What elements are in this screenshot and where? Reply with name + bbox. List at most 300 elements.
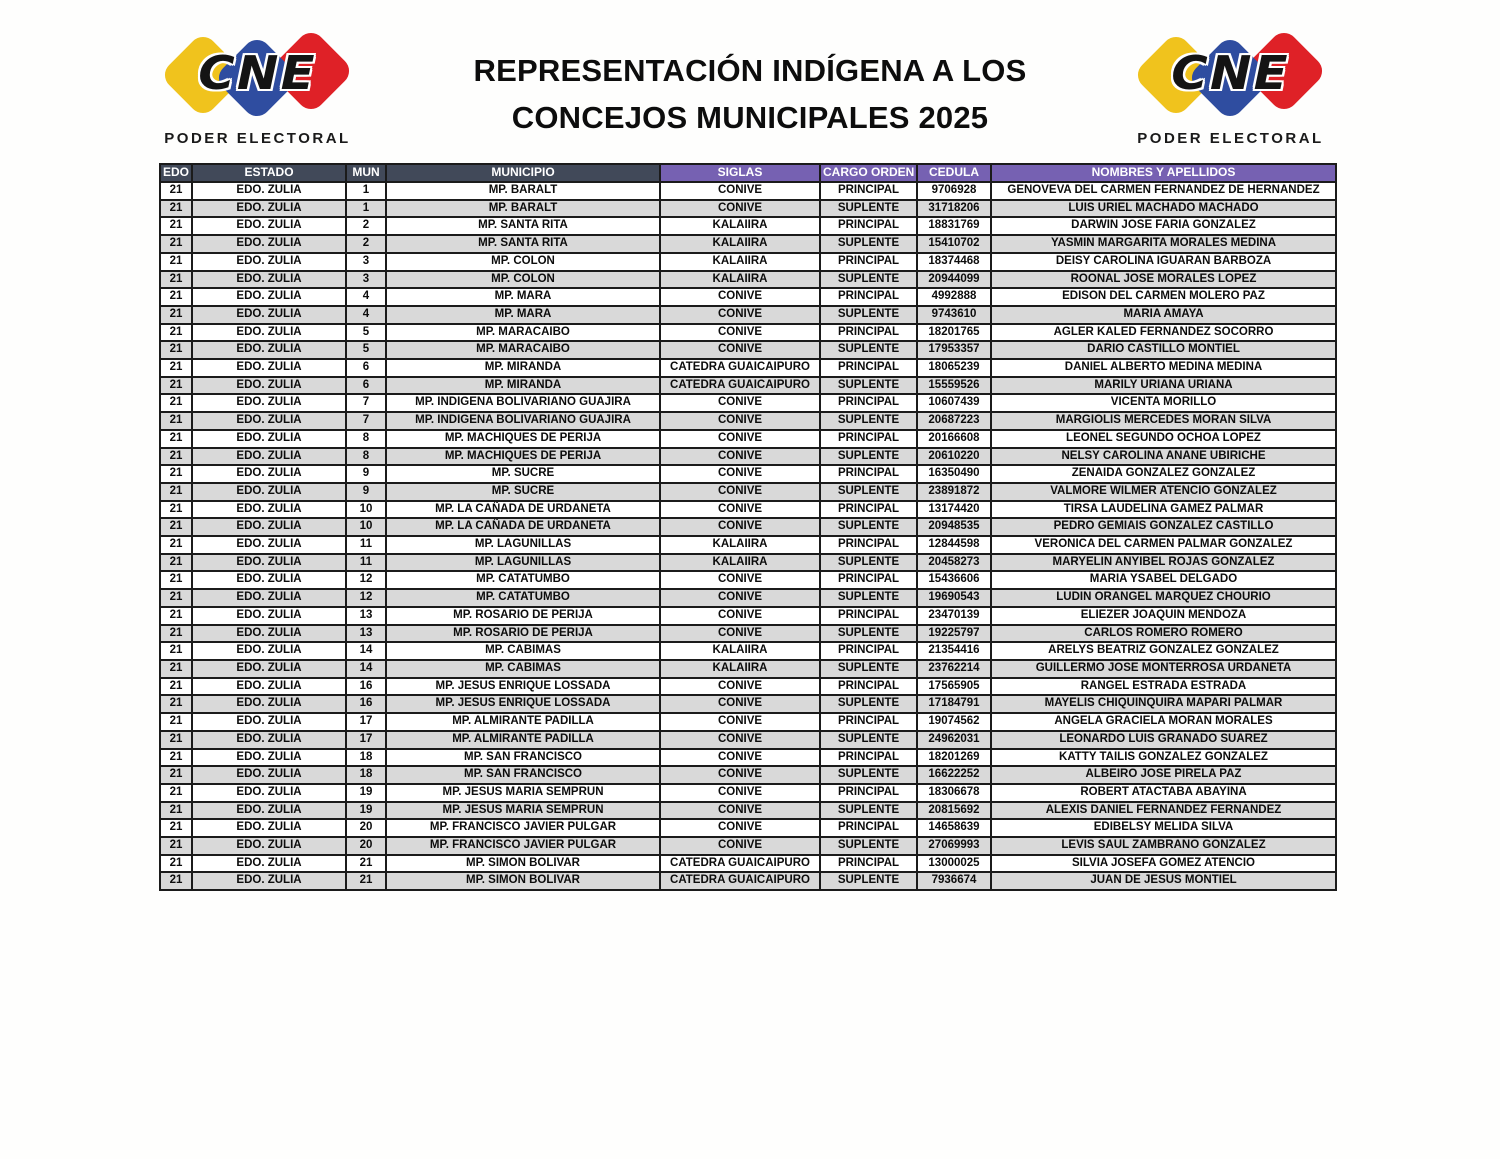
table-cell: 12844598 bbox=[917, 536, 991, 554]
table-row bbox=[160, 819, 1336, 837]
table-cell: 21 bbox=[160, 819, 192, 837]
table-cell: 9743610 bbox=[917, 306, 991, 324]
table-cell: EDO. ZULIA bbox=[192, 217, 346, 235]
table-row bbox=[160, 465, 1336, 483]
table-body bbox=[160, 182, 1336, 890]
table-cell: EDO. ZULIA bbox=[192, 448, 346, 466]
table-cell: SUPLENTE bbox=[820, 731, 917, 749]
table-cell: 21 bbox=[160, 660, 192, 678]
table-row bbox=[160, 837, 1336, 855]
table-cell: MP. MARACAIBO bbox=[386, 341, 660, 359]
table-cell: KALAIIRA bbox=[660, 217, 820, 235]
table-cell: 18201269 bbox=[917, 749, 991, 767]
table-cell: MP. SAN FRANCISCO bbox=[386, 766, 660, 784]
poder-electoral-label: PODER ELECTORAL bbox=[164, 130, 351, 147]
table-cell: EDO. ZULIA bbox=[192, 731, 346, 749]
table-cell: CONIVE bbox=[660, 625, 820, 643]
table-row bbox=[160, 253, 1336, 271]
table-cell: VERONICA DEL CARMEN PALMAR GONZALEZ bbox=[991, 536, 1336, 554]
table-row bbox=[160, 766, 1336, 784]
table-cell: SUPLENTE bbox=[820, 872, 917, 890]
table-cell: 27069993 bbox=[917, 837, 991, 855]
table-cell: PRINCIPAL bbox=[820, 642, 917, 660]
table-cell: 21 bbox=[160, 200, 192, 218]
table-cell: ELIEZER JOAQUIN MENDOZA bbox=[991, 607, 1336, 625]
table-row bbox=[160, 518, 1336, 536]
table-cell: SUPLENTE bbox=[820, 200, 917, 218]
table-cell: 21 bbox=[160, 749, 192, 767]
column-header-nombres-y-apellidos: NOMBRES Y APELLIDOS bbox=[991, 164, 1336, 182]
table-cell: 13 bbox=[346, 625, 386, 643]
table-cell: PRINCIPAL bbox=[820, 784, 917, 802]
table-cell: MP. JESUS ENRIQUE LOSSADA bbox=[386, 678, 660, 696]
table-cell: 15436606 bbox=[917, 571, 991, 589]
table-cell: CATEDRA GUAICAIPURO bbox=[660, 872, 820, 890]
table-cell: 21 bbox=[160, 766, 192, 784]
table-cell: JUAN DE JESUS MONTIEL bbox=[991, 872, 1336, 890]
table-cell: SUPLENTE bbox=[820, 483, 917, 501]
table-row bbox=[160, 377, 1336, 395]
table-cell: EDO. ZULIA bbox=[192, 749, 346, 767]
table-cell: 8 bbox=[346, 430, 386, 448]
table-row bbox=[160, 607, 1336, 625]
table-cell: LUDIN ORANGEL MARQUEZ CHOURIO bbox=[991, 589, 1336, 607]
table-cell: KALAIIRA bbox=[660, 554, 820, 572]
table-cell: KALAIIRA bbox=[660, 271, 820, 289]
table-row bbox=[160, 713, 1336, 731]
table-cell: PRINCIPAL bbox=[820, 571, 917, 589]
table-cell: 9 bbox=[346, 483, 386, 501]
table-cell: 21 bbox=[160, 448, 192, 466]
column-header-municipio: MUNICIPIO bbox=[386, 164, 660, 182]
table-row bbox=[160, 271, 1336, 289]
table-cell: 23762214 bbox=[917, 660, 991, 678]
table-cell: EDO. ZULIA bbox=[192, 766, 346, 784]
table-cell: 21 bbox=[160, 554, 192, 572]
table-row bbox=[160, 394, 1336, 412]
table-cell: 21 bbox=[160, 571, 192, 589]
table-cell: EDO. ZULIA bbox=[192, 695, 346, 713]
table-cell: 14 bbox=[346, 660, 386, 678]
column-header-cargo-orden: CARGO ORDEN bbox=[820, 164, 917, 182]
table-cell: PRINCIPAL bbox=[820, 819, 917, 837]
table-cell: 17 bbox=[346, 731, 386, 749]
table-cell: 2 bbox=[346, 235, 386, 253]
table-cell: TIRSA LAUDELINA GAMEZ PALMAR bbox=[991, 501, 1336, 519]
table-cell: 18 bbox=[346, 766, 386, 784]
table-cell: 2 bbox=[346, 217, 386, 235]
table-cell: MP. SANTA RITA bbox=[386, 217, 660, 235]
table-row bbox=[160, 235, 1336, 253]
table-cell: 20 bbox=[346, 819, 386, 837]
table-cell: LEONARDO LUIS GRANADO SUAREZ bbox=[991, 731, 1336, 749]
table-cell: EDO. ZULIA bbox=[192, 819, 346, 837]
table-cell: PRINCIPAL bbox=[820, 324, 917, 342]
table-cell: 20 bbox=[346, 837, 386, 855]
table-cell: 4992888 bbox=[917, 288, 991, 306]
table-cell: GUILLERMO JOSE MONTERROSA URDANETA bbox=[991, 660, 1336, 678]
table-row bbox=[160, 536, 1336, 554]
table-cell: CONIVE bbox=[660, 306, 820, 324]
table-cell: 21 bbox=[160, 253, 192, 271]
table-cell: EDO. ZULIA bbox=[192, 536, 346, 554]
table-row bbox=[160, 182, 1336, 200]
table-row bbox=[160, 448, 1336, 466]
table-cell: EDO. ZULIA bbox=[192, 182, 346, 200]
table-cell: VALMORE WILMER ATENCIO GONZALEZ bbox=[991, 483, 1336, 501]
table-cell: MP. CATATUMBO bbox=[386, 589, 660, 607]
table-cell: MP. COLON bbox=[386, 271, 660, 289]
table-cell: SUPLENTE bbox=[820, 341, 917, 359]
table-cell: 12 bbox=[346, 571, 386, 589]
table-cell: 14658639 bbox=[917, 819, 991, 837]
table-cell: 31718206 bbox=[917, 200, 991, 218]
table-cell: SUPLENTE bbox=[820, 271, 917, 289]
table-cell: CONIVE bbox=[660, 448, 820, 466]
table-cell: CONIVE bbox=[660, 784, 820, 802]
table-cell: CONIVE bbox=[660, 518, 820, 536]
table-cell: 19 bbox=[346, 802, 386, 820]
table-cell: EDO. ZULIA bbox=[192, 306, 346, 324]
page-title-line2: CONCEJOS MUNICIPALES 2025 bbox=[511, 100, 989, 135]
table-cell: 18306678 bbox=[917, 784, 991, 802]
table-row bbox=[160, 288, 1336, 306]
table-cell: EDO. ZULIA bbox=[192, 607, 346, 625]
table-row bbox=[160, 678, 1336, 696]
table-cell: 14 bbox=[346, 642, 386, 660]
table-cell: EDO. ZULIA bbox=[192, 200, 346, 218]
table-cell: 17565905 bbox=[917, 678, 991, 696]
column-header-estado: ESTADO bbox=[192, 164, 346, 182]
table-cell: 21 bbox=[160, 695, 192, 713]
table-cell: 15559526 bbox=[917, 377, 991, 395]
table-cell: PEDRO GEMIAIS GONZALEZ CASTILLO bbox=[991, 518, 1336, 536]
table-cell: 21 bbox=[160, 642, 192, 660]
table-cell: CONIVE bbox=[660, 501, 820, 519]
table-cell: MP. SIMON BOLIVAR bbox=[386, 872, 660, 890]
table-cell: 21 bbox=[160, 536, 192, 554]
table-cell: EDO. ZULIA bbox=[192, 660, 346, 678]
table-cell: MP. SIMON BOLIVAR bbox=[386, 855, 660, 873]
table-cell: 21 bbox=[160, 271, 192, 289]
table-cell: 21 bbox=[160, 359, 192, 377]
table-cell: PRINCIPAL bbox=[820, 749, 917, 767]
table-cell: EDO. ZULIA bbox=[192, 554, 346, 572]
table-row bbox=[160, 784, 1336, 802]
table-cell: CONIVE bbox=[660, 802, 820, 820]
table-cell: 23470139 bbox=[917, 607, 991, 625]
table-cell: PRINCIPAL bbox=[820, 253, 917, 271]
table-cell: 21 bbox=[160, 324, 192, 342]
table-cell: MP. MARACAIBO bbox=[386, 324, 660, 342]
table-cell: 20458273 bbox=[917, 554, 991, 572]
table-cell: 7 bbox=[346, 412, 386, 430]
table-cell: MP. MACHIQUES DE PERIJA bbox=[386, 430, 660, 448]
table-cell: MARGIOLIS MERCEDES MORAN SILVA bbox=[991, 412, 1336, 430]
table-cell: 21 bbox=[160, 872, 192, 890]
table-cell: 4 bbox=[346, 288, 386, 306]
table-cell: MP. MIRANDA bbox=[386, 359, 660, 377]
table-cell: 21 bbox=[160, 483, 192, 501]
table-cell: EDO. ZULIA bbox=[192, 872, 346, 890]
table-cell: MP. MACHIQUES DE PERIJA bbox=[386, 448, 660, 466]
table-cell: 12 bbox=[346, 589, 386, 607]
table-cell: KALAIIRA bbox=[660, 660, 820, 678]
table-cell: 5 bbox=[346, 341, 386, 359]
table-cell: 21 bbox=[160, 341, 192, 359]
table-cell: PRINCIPAL bbox=[820, 430, 917, 448]
table-cell: LUIS URIEL MACHADO MACHADO bbox=[991, 200, 1336, 218]
table-cell: PRINCIPAL bbox=[820, 217, 917, 235]
table-cell: 21 bbox=[160, 412, 192, 430]
table-cell: CONIVE bbox=[660, 695, 820, 713]
table-cell: CONIVE bbox=[660, 412, 820, 430]
table-cell: 9706928 bbox=[917, 182, 991, 200]
table-cell: 18065239 bbox=[917, 359, 991, 377]
table-cell: GENOVEVA DEL CARMEN FERNANDEZ DE HERNANDEZ bbox=[991, 182, 1336, 200]
table-cell: 21 bbox=[160, 625, 192, 643]
table-cell: MP. LA CAÑADA DE URDANETA bbox=[386, 518, 660, 536]
table-cell: 9 bbox=[346, 465, 386, 483]
table-cell: SUPLENTE bbox=[820, 837, 917, 855]
table-cell: MP. LAGUNILLAS bbox=[386, 554, 660, 572]
table-cell: 21 bbox=[160, 377, 192, 395]
table-row bbox=[160, 695, 1336, 713]
table-cell: 21 bbox=[346, 855, 386, 873]
table-cell: CATEDRA GUAICAIPURO bbox=[660, 855, 820, 873]
column-header-cedula: CEDULA bbox=[917, 164, 991, 182]
table-cell: EDIBELSY MELIDA SILVA bbox=[991, 819, 1336, 837]
table-cell: 13 bbox=[346, 607, 386, 625]
table-cell: EDO. ZULIA bbox=[192, 784, 346, 802]
table-cell: 20944099 bbox=[917, 271, 991, 289]
table-cell: CONIVE bbox=[660, 607, 820, 625]
table-row bbox=[160, 571, 1336, 589]
table-cell: SUPLENTE bbox=[820, 625, 917, 643]
table-cell: 13174420 bbox=[917, 501, 991, 519]
table-cell: MARIA YSABEL DELGADO bbox=[991, 571, 1336, 589]
table-cell: KALAIIRA bbox=[660, 536, 820, 554]
table-cell: ALBEIRO JOSE PIRELA PAZ bbox=[991, 766, 1336, 784]
table-cell: ZENAIDA GONZALEZ GONZALEZ bbox=[991, 465, 1336, 483]
table-cell: 21 bbox=[160, 837, 192, 855]
table-cell: PRINCIPAL bbox=[820, 607, 917, 625]
table-cell: 18 bbox=[346, 749, 386, 767]
table-row bbox=[160, 589, 1336, 607]
table-cell: LEVIS SAUL ZAMBRANO GONZALEZ bbox=[991, 837, 1336, 855]
table-cell: CATEDRA GUAICAIPURO bbox=[660, 377, 820, 395]
table-cell: 21 bbox=[160, 217, 192, 235]
table-cell: PRINCIPAL bbox=[820, 359, 917, 377]
table-cell: 21 bbox=[160, 465, 192, 483]
table-cell: MP. ALMIRANTE PADILLA bbox=[386, 713, 660, 731]
table-cell: MAYELIS CHIQUINQUIRA MAPARI PALMAR bbox=[991, 695, 1336, 713]
table-cell: MP. LAGUNILLAS bbox=[386, 536, 660, 554]
table-cell: EDO. ZULIA bbox=[192, 678, 346, 696]
table-cell: KATTY TAILIS GONZALEZ GONZALEZ bbox=[991, 749, 1336, 767]
table-cell: 21 bbox=[160, 607, 192, 625]
table-cell: MP. SUCRE bbox=[386, 483, 660, 501]
table-row bbox=[160, 625, 1336, 643]
table-cell: SUPLENTE bbox=[820, 695, 917, 713]
table-cell: EDO. ZULIA bbox=[192, 571, 346, 589]
table-cell: LEONEL SEGUNDO OCHOA LOPEZ bbox=[991, 430, 1336, 448]
table-cell: CONIVE bbox=[660, 483, 820, 501]
table-cell: 6 bbox=[346, 377, 386, 395]
table-cell: 21 bbox=[160, 501, 192, 519]
table-cell: EDO. ZULIA bbox=[192, 501, 346, 519]
table-cell: 21 bbox=[160, 182, 192, 200]
table-cell: 21 bbox=[160, 430, 192, 448]
table-cell: CONIVE bbox=[660, 837, 820, 855]
table-cell: 19 bbox=[346, 784, 386, 802]
table-cell: 8 bbox=[346, 448, 386, 466]
cne-logo-right bbox=[1133, 20, 1328, 160]
table-cell: 21 bbox=[160, 394, 192, 412]
table-row bbox=[160, 749, 1336, 767]
table-cell: ROBERT ATACTABA ABAYINA bbox=[991, 784, 1336, 802]
table-row bbox=[160, 306, 1336, 324]
table-cell: SUPLENTE bbox=[820, 235, 917, 253]
table-cell: DANIEL ALBERTO MEDINA MEDINA bbox=[991, 359, 1336, 377]
table-cell: CONIVE bbox=[660, 678, 820, 696]
table-cell: MP. CABIMAS bbox=[386, 642, 660, 660]
table-cell: EDO. ZULIA bbox=[192, 271, 346, 289]
page-title bbox=[360, 47, 1140, 141]
table-cell: DARWIN JOSE FARIA GONZALEZ bbox=[991, 217, 1336, 235]
table-cell: 18374468 bbox=[917, 253, 991, 271]
table-cell: 24962031 bbox=[917, 731, 991, 749]
table-cell: MP. BARALT bbox=[386, 182, 660, 200]
table-cell: CONIVE bbox=[660, 766, 820, 784]
table-cell: 21 bbox=[160, 713, 192, 731]
table-cell: MP. INDIGENA BOLIVARIANO GUAJIRA bbox=[386, 412, 660, 430]
table-cell: 11 bbox=[346, 554, 386, 572]
table-cell: 13000025 bbox=[917, 855, 991, 873]
column-header-mun: MUN bbox=[346, 164, 386, 182]
table-row bbox=[160, 412, 1336, 430]
table-row bbox=[160, 324, 1336, 342]
poder-electoral-label: PODER ELECTORAL bbox=[1137, 130, 1324, 147]
table-cell: MP. COLON bbox=[386, 253, 660, 271]
table-cell: MP. JESUS MARIA SEMPRUN bbox=[386, 802, 660, 820]
table-row bbox=[160, 217, 1336, 235]
table-cell: 10 bbox=[346, 518, 386, 536]
table-cell: ANGELA GRACIELA MORAN MORALES bbox=[991, 713, 1336, 731]
table-row bbox=[160, 855, 1336, 873]
table-cell: 4 bbox=[346, 306, 386, 324]
table-cell: EDO. ZULIA bbox=[192, 324, 346, 342]
table-cell: EDO. ZULIA bbox=[192, 394, 346, 412]
table-cell: MP. INDIGENA BOLIVARIANO GUAJIRA bbox=[386, 394, 660, 412]
table-cell: 3 bbox=[346, 271, 386, 289]
table-cell: 5 bbox=[346, 324, 386, 342]
table-cell: 17953357 bbox=[917, 341, 991, 359]
table-cell: NELSY CAROLINA ANANE UBIRICHE bbox=[991, 448, 1336, 466]
table-cell: PRINCIPAL bbox=[820, 288, 917, 306]
table-cell: PRINCIPAL bbox=[820, 536, 917, 554]
table-cell: DARIO CASTILLO MONTIEL bbox=[991, 341, 1336, 359]
table-cell: MP. MIRANDA bbox=[386, 377, 660, 395]
table-cell: 20948535 bbox=[917, 518, 991, 536]
table-cell: ALEXIS DANIEL FERNANDEZ FERNANDEZ bbox=[991, 802, 1336, 820]
table-cell: MARILY URIANA URIANA bbox=[991, 377, 1336, 395]
table-cell: SUPLENTE bbox=[820, 554, 917, 572]
table-cell: 21 bbox=[160, 678, 192, 696]
table-cell: 17 bbox=[346, 713, 386, 731]
table-cell: 21 bbox=[160, 288, 192, 306]
table-cell: SUPLENTE bbox=[820, 377, 917, 395]
table-cell: VICENTA MORILLO bbox=[991, 394, 1336, 412]
table-cell: 1 bbox=[346, 182, 386, 200]
table-row bbox=[160, 341, 1336, 359]
table-cell: PRINCIPAL bbox=[820, 501, 917, 519]
table-cell: CONIVE bbox=[660, 341, 820, 359]
table-cell: 18831769 bbox=[917, 217, 991, 235]
table-row bbox=[160, 501, 1336, 519]
table-cell: SUPLENTE bbox=[820, 660, 917, 678]
table-cell: CONIVE bbox=[660, 288, 820, 306]
table-cell: 21 bbox=[160, 306, 192, 324]
table-cell: MP. CATATUMBO bbox=[386, 571, 660, 589]
table-cell: CONIVE bbox=[660, 200, 820, 218]
table-cell: 20166608 bbox=[917, 430, 991, 448]
table-cell: EDO. ZULIA bbox=[192, 430, 346, 448]
table-row bbox=[160, 359, 1336, 377]
table-cell: KALAIIRA bbox=[660, 235, 820, 253]
table-cell: 16350490 bbox=[917, 465, 991, 483]
table-cell: 21 bbox=[160, 784, 192, 802]
table-cell: CONIVE bbox=[660, 589, 820, 607]
table-cell: 16 bbox=[346, 695, 386, 713]
table-cell: EDO. ZULIA bbox=[192, 642, 346, 660]
table-cell: 20815692 bbox=[917, 802, 991, 820]
table-cell: MP. MARA bbox=[386, 288, 660, 306]
table-cell: EDO. ZULIA bbox=[192, 253, 346, 271]
table-cell: 10 bbox=[346, 501, 386, 519]
table-cell: SUPLENTE bbox=[820, 518, 917, 536]
cne-logo-left bbox=[160, 20, 355, 160]
table-cell: ROONAL JOSE MORALES LOPEZ bbox=[991, 271, 1336, 289]
table-cell: 23891872 bbox=[917, 483, 991, 501]
table-cell: 21354416 bbox=[917, 642, 991, 660]
table-cell: PRINCIPAL bbox=[820, 394, 917, 412]
table-cell: 20687223 bbox=[917, 412, 991, 430]
table-cell: EDO. ZULIA bbox=[192, 465, 346, 483]
table-cell: MP. ROSARIO DE PERIJA bbox=[386, 607, 660, 625]
table-cell: MARIA AMAYA bbox=[991, 306, 1336, 324]
table-cell: SILVIA JOSEFA GOMEZ ATENCIO bbox=[991, 855, 1336, 873]
column-header-siglas: SIGLAS bbox=[660, 164, 820, 182]
table-cell: 21 bbox=[160, 589, 192, 607]
table-cell: MP. MARA bbox=[386, 306, 660, 324]
table-cell: MP. ROSARIO DE PERIJA bbox=[386, 625, 660, 643]
table-row bbox=[160, 660, 1336, 678]
table-cell: 19074562 bbox=[917, 713, 991, 731]
table-cell: AGLER KALED FERNANDEZ SOCORRO bbox=[991, 324, 1336, 342]
table-cell: MP. ALMIRANTE PADILLA bbox=[386, 731, 660, 749]
table-cell: EDO. ZULIA bbox=[192, 802, 346, 820]
table-cell: SUPLENTE bbox=[820, 802, 917, 820]
table-cell: SUPLENTE bbox=[820, 589, 917, 607]
table-cell: PRINCIPAL bbox=[820, 678, 917, 696]
table-cell: MP. JESUS MARIA SEMPRUN bbox=[386, 784, 660, 802]
table-row bbox=[160, 802, 1336, 820]
table-cell: CONIVE bbox=[660, 465, 820, 483]
table-cell: MP. SAN FRANCISCO bbox=[386, 749, 660, 767]
table-cell: ARELYS BEATRIZ GONZALEZ GONZALEZ bbox=[991, 642, 1336, 660]
table-cell: 21 bbox=[160, 731, 192, 749]
